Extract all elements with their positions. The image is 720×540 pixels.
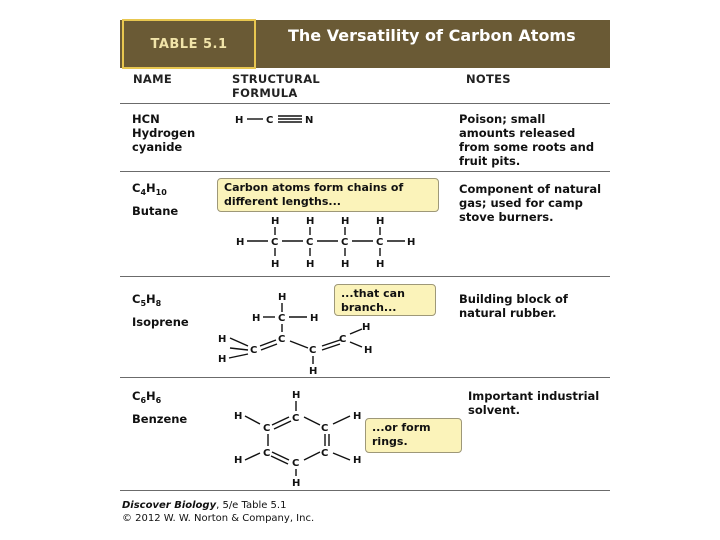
svg-text:C: C bbox=[306, 237, 314, 248]
svg-text:H: H bbox=[252, 313, 261, 324]
row-name: Benzene bbox=[132, 412, 188, 426]
svg-text:H: H bbox=[353, 455, 362, 466]
table-number-tag: TABLE 5.1 bbox=[122, 19, 256, 69]
svg-text:C: C bbox=[250, 345, 258, 356]
benzene-structure bbox=[228, 384, 368, 488]
svg-text:C: C bbox=[271, 237, 279, 248]
svg-text:C: C bbox=[292, 413, 300, 424]
row-formula: $C_4H_{10}$ bbox=[132, 181, 167, 197]
svg-text:C: C bbox=[263, 423, 271, 434]
svg-text:C: C bbox=[292, 458, 300, 469]
atom-label: N bbox=[305, 115, 314, 126]
svg-text:C: C bbox=[321, 448, 329, 459]
svg-text:C: C bbox=[321, 423, 329, 434]
row-notes: Important industrial solvent. bbox=[468, 389, 600, 417]
callout-chains: Carbon atoms form chains of different lengths... bbox=[217, 178, 439, 212]
svg-text:H: H bbox=[292, 478, 301, 488]
row-formula: HCN bbox=[132, 112, 160, 126]
table-row bbox=[132, 292, 222, 329]
svg-text:H: H bbox=[271, 216, 280, 227]
svg-text:H: H bbox=[362, 322, 371, 333]
column-header-name: NAME bbox=[133, 72, 173, 86]
svg-text:C: C bbox=[341, 237, 349, 248]
svg-text:C: C bbox=[376, 237, 384, 248]
svg-text:C: C bbox=[278, 334, 286, 345]
row-divider bbox=[120, 377, 610, 378]
svg-text:H: H bbox=[364, 345, 373, 356]
svg-text:C: C bbox=[278, 313, 286, 324]
row-notes: Building block of natural rubber. bbox=[459, 292, 568, 320]
row-divider bbox=[120, 490, 610, 491]
svg-text:C: C bbox=[263, 448, 271, 459]
isoprene-structure bbox=[212, 286, 392, 376]
column-header-formula: STRUCTURAL FORMULA bbox=[232, 72, 321, 100]
row-divider bbox=[120, 103, 610, 104]
row-name: Butane bbox=[132, 204, 179, 218]
svg-text:H: H bbox=[278, 292, 287, 303]
row-divider bbox=[120, 171, 610, 172]
table-row bbox=[132, 181, 222, 218]
hcn-structure bbox=[230, 108, 330, 130]
row-notes: Component of natural gas; used for camp stove burners. bbox=[459, 182, 602, 224]
svg-text:H: H bbox=[341, 259, 350, 270]
footer-copyright: © 2012 W. W. Norton & Company, Inc. bbox=[122, 513, 315, 524]
svg-text:H: H bbox=[234, 455, 243, 466]
svg-text:H: H bbox=[376, 216, 385, 227]
atom-label: C bbox=[266, 115, 274, 126]
row-formula: $C_5H_8$ bbox=[132, 292, 162, 308]
row-name: Isoprene bbox=[132, 315, 189, 329]
callout-rings: ...or form rings. bbox=[365, 418, 462, 453]
butane-structure bbox=[230, 212, 420, 272]
svg-text:H: H bbox=[271, 259, 280, 270]
svg-text:H: H bbox=[236, 237, 245, 248]
svg-text:C: C bbox=[309, 345, 317, 356]
row-name: Hydrogen cyanide bbox=[132, 126, 196, 154]
footer-citation: Discover Biology, 5/e Table 5.1 bbox=[122, 500, 287, 511]
svg-text:H: H bbox=[407, 237, 416, 248]
callout-branch: ...that can branch... bbox=[334, 284, 436, 316]
svg-text:H: H bbox=[353, 411, 362, 422]
atom-label: H bbox=[235, 115, 244, 126]
row-formula: $C_6H_6$ bbox=[132, 389, 162, 405]
table-row bbox=[132, 389, 222, 426]
table-row bbox=[132, 112, 222, 154]
column-header-notes: NOTES bbox=[466, 72, 511, 86]
svg-text:C: C bbox=[339, 334, 347, 345]
svg-text:H: H bbox=[218, 354, 227, 365]
table-title: The Versatility of Carbon Atoms bbox=[288, 26, 576, 45]
svg-text:H: H bbox=[309, 366, 318, 376]
svg-text:H: H bbox=[310, 313, 319, 324]
svg-text:H: H bbox=[376, 259, 385, 270]
svg-text:H: H bbox=[292, 390, 301, 401]
svg-text:H: H bbox=[234, 411, 243, 422]
svg-text:H: H bbox=[306, 259, 315, 270]
row-notes: Poison; small amounts released from some roots and fruit pits. bbox=[459, 112, 595, 168]
row-divider bbox=[120, 276, 610, 277]
svg-text:H: H bbox=[341, 216, 350, 227]
svg-text:H: H bbox=[218, 334, 227, 345]
svg-text:H: H bbox=[306, 216, 315, 227]
